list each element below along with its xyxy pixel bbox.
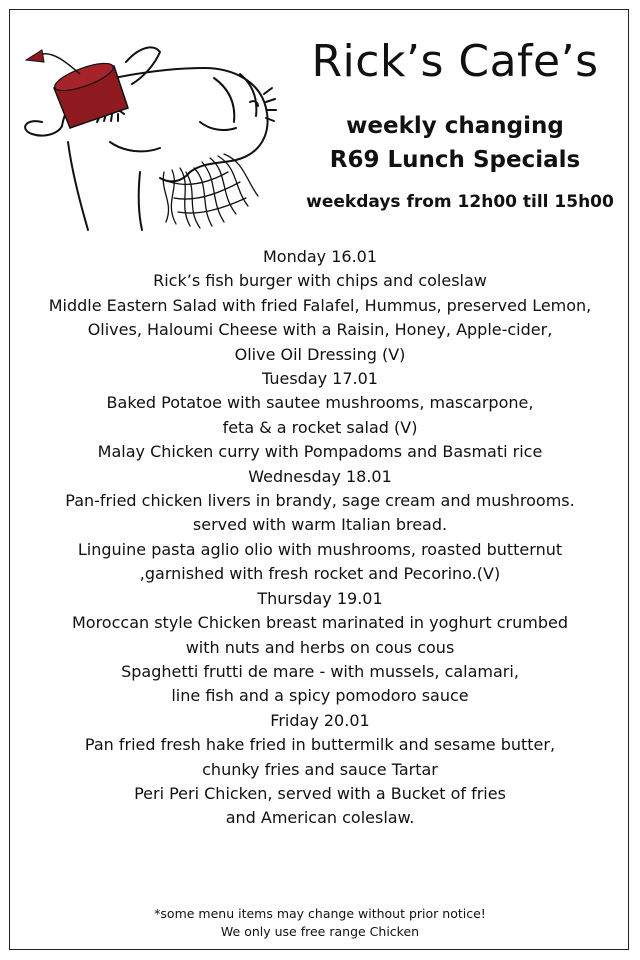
footer-notes: [20, 905, 620, 941]
menu-item: Olive Oil Dressing (V): [234, 344, 406, 364]
day-heading-tuesday: Tuesday 17.01: [262, 369, 378, 389]
change-notice: *some menu items may change without prior notice!: [154, 906, 486, 921]
menu-item: Moroccan style Chicken breast marinated in yoghurt crumbed: [71, 613, 568, 633]
menu-item: feta & a rocket salad (V): [222, 417, 418, 437]
day-heading-wednesday: Wednesday 18.01: [248, 466, 392, 486]
cafe-title: Rick’s Cafe’s: [311, 36, 599, 87]
camel-logo-icon: [14, 22, 284, 234]
menu-item: Rick’s fish burger with chips and coleslaw: [153, 271, 487, 291]
day-heading-monday: Monday 16.01: [262, 247, 378, 266]
free-range-note: We only use free range Chicken: [220, 924, 420, 939]
menu-item: line fish and a spicy pomodoro sauce: [171, 686, 469, 706]
day-heading-thursday: Thursday 19.01: [257, 588, 383, 608]
menu-item: Baked Potatoe with sautee mushrooms, mascarpone,: [106, 393, 534, 413]
weekly-changing-subtitle: weekly changing: [346, 113, 564, 139]
menu-item: Pan fried fresh hake fried in buttermilk and sesame butter,: [84, 735, 556, 755]
menu-item: Linguine pasta aglio olio with mushrooms, roasted butternut: [77, 539, 563, 559]
menu-item: with nuts and herbs on cous cous: [185, 637, 455, 657]
lunch-specials-subtitle: R69 Lunch Specials: [329, 147, 581, 173]
menu-item: Peri Peri Chicken, served with a Bucket of fries: [134, 783, 506, 803]
menu-item: and American coleslaw.: [225, 808, 415, 828]
menu-item: served with warm Italian bread.: [192, 515, 448, 535]
menu-list: [20, 245, 620, 831]
menu-item: Olives, Haloumi Cheese with a Raisin, Honey, Apple-cider,: [87, 320, 553, 340]
menu-item: Malay Chicken curry with Pompadoms and Basmati rice: [97, 442, 543, 462]
opening-hours: weekdays from 12h00 till 15h00: [306, 192, 614, 212]
menu-item: Middle Eastern Salad with fried Falafel, Hummus, preserved Lemon,: [48, 295, 592, 315]
menu-item: Spaghetti frutti de mare - with mussels, calamari,: [121, 661, 519, 681]
menu-item: Pan-fried chicken livers in brandy, sage cream and mushrooms.: [65, 491, 575, 511]
day-heading-friday: Friday 20.01: [270, 710, 370, 730]
menu-item: ,garnished with fresh rocket and Pecorino.(V): [139, 564, 501, 584]
menu-item: chunky fries and sauce Tartar: [202, 759, 438, 779]
